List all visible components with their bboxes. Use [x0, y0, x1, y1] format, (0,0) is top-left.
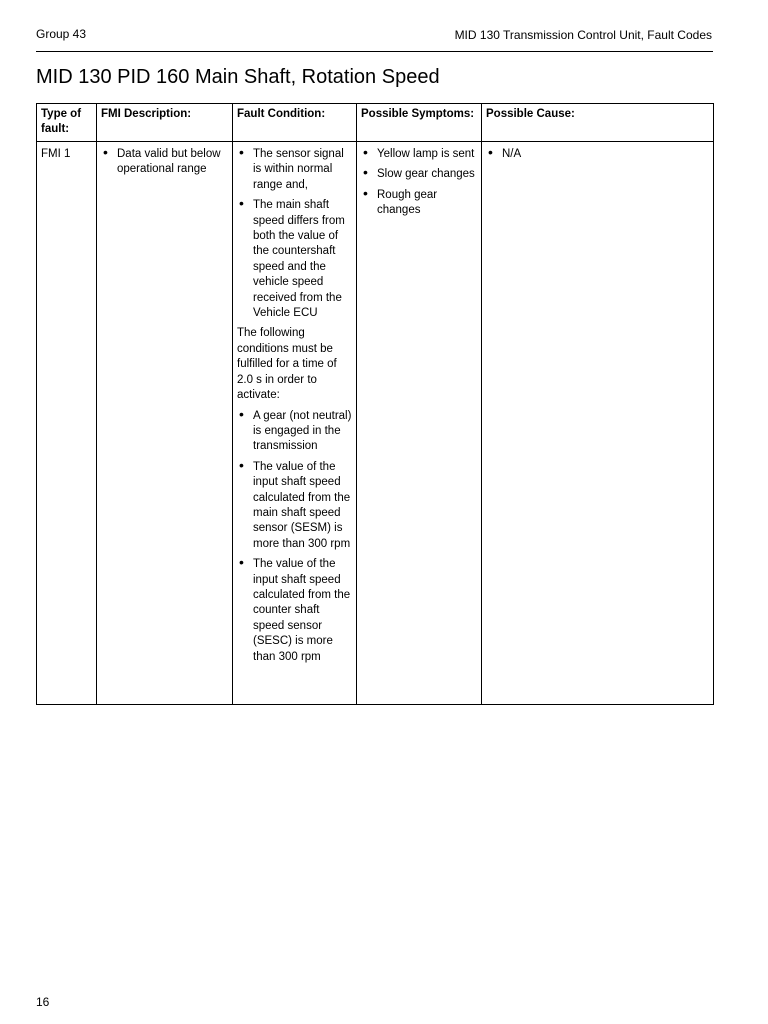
list-item: • Slow gear changes	[361, 167, 477, 182]
header-section-title: MID 130 Transmission Control Unit, Fault Codes	[454, 28, 712, 42]
column-header-fmi-description: FMI Description:	[97, 104, 233, 142]
condition-paragraph: The following conditions must be fulfilled for a time of 2.0 s in order to activate:	[237, 327, 337, 402]
table-row	[37, 142, 714, 705]
column-header-possible-symptoms: Possible Symptoms:	[357, 104, 482, 142]
cell-type-of-fault: FMI 1	[37, 142, 97, 705]
list-item: • The main shaft speed differs from both the value of the countershaft speed and the vehicle speed received from the Vehicle ECU	[237, 198, 352, 321]
list-item: • N/A	[486, 147, 709, 162]
table-header-row	[37, 104, 714, 142]
list-item: • The sensor signal is within normal range and,	[237, 147, 352, 193]
list-item: • Rough gear changes	[361, 188, 477, 219]
cell-fault-condition	[233, 142, 357, 705]
list-item: • The value of the input shaft speed calculated from the counter shaft speed sensor (SESC) is more than 300 rpm	[237, 557, 352, 665]
fault-code-table	[36, 103, 714, 705]
list-item: • The value of the input shaft speed calculated from the main shaft speed sensor (SESM) is more than 300 rpm	[237, 460, 352, 552]
column-header-possible-cause: Possible Cause:	[482, 104, 714, 142]
header-group: Group 43	[36, 27, 87, 41]
list-item: • A gear (not neutral) is engaged in the transmission	[237, 409, 352, 455]
page-number: 16	[36, 995, 50, 1009]
list-item: • Yellow lamp is sent	[361, 147, 477, 162]
cell-possible-symptoms	[357, 142, 482, 705]
header-divider	[36, 51, 713, 52]
column-header-fault-condition: Fault Condition:	[233, 104, 357, 142]
cell-fmi-description	[97, 142, 233, 705]
cell-possible-cause	[482, 142, 714, 705]
page-title: MID 130 PID 160 Main Shaft, Rotation Speed	[36, 66, 440, 88]
column-header-type: Type of fault:	[37, 104, 97, 142]
list-item: • Data valid but below operational range	[101, 147, 228, 178]
